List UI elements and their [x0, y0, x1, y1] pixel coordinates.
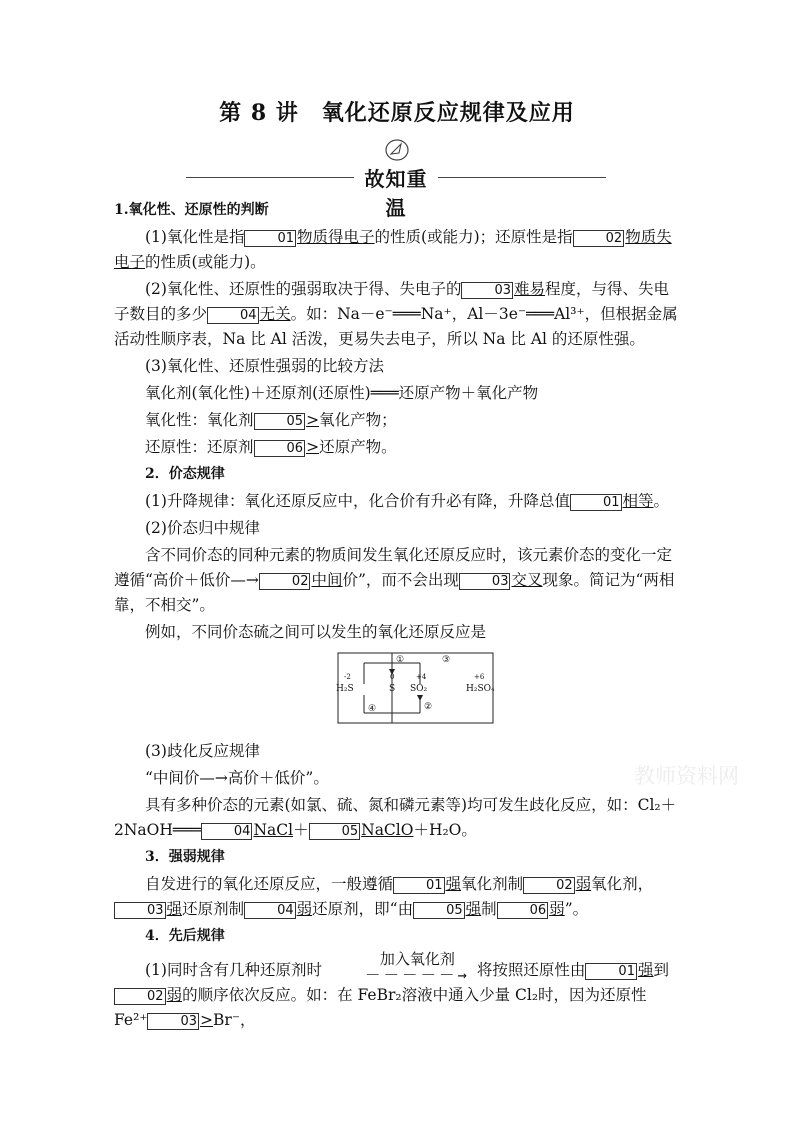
s2-p7: 具有多种价态的元素(如氯、硫、氮和磷元素等)均可发生歧化反应，如：Cl₂＋2NaOH═══ 04 NaCl＋ 05 NaClO＋H₂O。: [114, 796, 677, 839]
species-s: S: [389, 684, 396, 694]
heading-3: 3．强弱规律: [145, 849, 225, 865]
reaction-arrow: 加入氧化剂 －－－－－→: [364, 950, 470, 984]
s2-p1: (1)升降规律：氧化还原反应中，化合价有升必有降，升降总值 01 相等。: [145, 492, 670, 510]
species-so2: SO₂: [410, 684, 428, 694]
section-rule-left: [186, 177, 354, 178]
section-rule-right: [438, 177, 606, 178]
s2-p4: 例如，不同价态硫之间可以发生的氧化还原反应是: [145, 623, 487, 641]
species-h2so4: H₂SO₄: [466, 684, 495, 694]
s1-p4: 氧化剂(氧化性)＋还原剂(还原性)═══还原产物＋氧化产物: [145, 384, 539, 402]
heading-1: 1.氧化性、还原性的判断: [114, 202, 269, 218]
page-title: 第 8 讲 氧化还原反应规律及应用: [219, 100, 575, 126]
valence-h2s: -2: [344, 673, 351, 681]
marker-2: ②: [424, 702, 433, 712]
valence-h2so4: +6: [474, 673, 485, 681]
document-body: [114, 198, 684, 1035]
s1-p2: (2)氧化性、还原性的强弱取决于得、失电子的 03 难易程度，与得、失电子数目的多少 04 无关。如：Na－e⁻═══Na⁺，Al－3e⁻═══Al³⁺，但根据金属活动性顺序表，Na 比 Al 活泼，更易失去电子，所以 Na 比 Al 的还原性强。: [114, 280, 678, 348]
valence-so2: +4: [416, 673, 427, 681]
species-h2s: H₂S: [336, 684, 354, 694]
watermark: 教师资料网: [634, 764, 739, 788]
s2-p6: “中间价—→高价＋低价”。: [145, 769, 329, 787]
sulfur-valence-diagram: [114, 651, 684, 735]
heading-2: 2．价态规律: [145, 466, 225, 482]
sulfur-diagram-svg: [324, 651, 504, 731]
marker-1: ①: [396, 655, 405, 665]
s1-p5: 氧化性：氧化剂 05 >氧化产物；: [145, 411, 397, 429]
s1-p3: (3)氧化性、还原性强弱的比较方法: [145, 357, 384, 375]
valence-s: 0: [390, 673, 395, 681]
s2-p3: 含不同价态的同种元素的物质间发生氧化还原反应时，该元素价态的变化一定遵循“高价＋低价—→ 02 中间价”，而不会出现 03 交叉现象。简记为“两相靠，不相交”。: [114, 546, 675, 614]
s2-p5: (3)歧化反应规律: [145, 742, 260, 760]
marker-4: ④: [368, 704, 377, 714]
s2-p2: (2)价态归中规律: [145, 519, 260, 537]
s4-p1: (1)同时含有几种还原剂时 加入氧化剂 －－－－－→ 将按照还原性由 01 强到02 弱的顺序依次反应。如：在 FeBr₂溶液中通入少量 Cl₂时，因为还原性 Fe²⁺ 03 >Br⁻，: [114, 950, 669, 1029]
s3-p1: 自发进行的氧化还原反应，一般遵循 01 强氧化剂制 02 弱氧化剂，03 强还原剂制 04 弱还原剂，即“由 05 强制 06 弱”。: [114, 872, 684, 922]
s1-p6: 还原性：还原剂 06 >还原产物。: [145, 438, 397, 456]
heading-4: 4．先后规律: [145, 928, 225, 944]
s1-p1: (1)氧化性是指 01 物质得电子的性质(或能力)；还原性是指 02 物质失电子的性质(或能力)。: [114, 228, 672, 271]
marker-3: ③: [442, 655, 451, 665]
section-title: 故知重温: [364, 167, 428, 220]
